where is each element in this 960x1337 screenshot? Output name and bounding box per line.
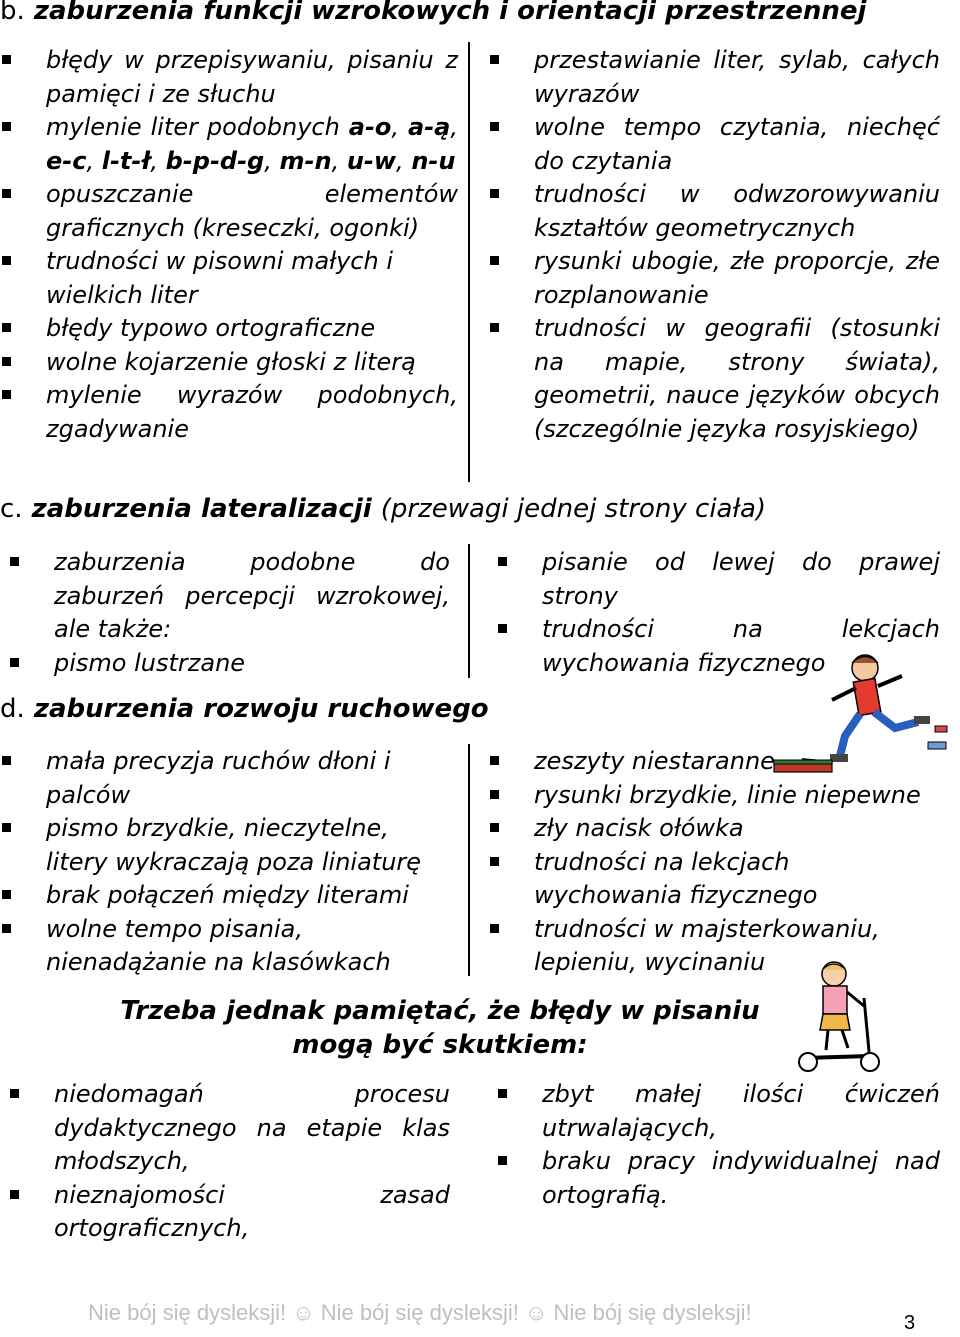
causes-left-list — [54, 1078, 450, 1246]
section-c-letter: c. — [0, 494, 23, 524]
list-item: nieznajomości zasad ortograficznych, — [54, 1179, 450, 1246]
list-item: wolne tempo czytania, niechęć do czytania — [534, 111, 940, 178]
list-item: pismo brzydkie, nieczytelne, litery wykraczają poza liniaturę — [46, 812, 454, 879]
section-d-left-list — [46, 745, 454, 980]
bullet-icon — [2, 357, 11, 366]
bullet-icon — [2, 823, 11, 832]
bullet-icon — [2, 55, 11, 64]
list-item: brak połączeń między literami — [46, 879, 454, 913]
section-c-title: zaburzenia lateralizacji — [31, 494, 372, 524]
bullet-icon — [498, 1089, 507, 1098]
list-item: mylenie wyrazów podobnych, zgadywanie — [46, 379, 458, 446]
list-item: błędy w przepisywaniu, pisaniu z pamięci i ze słuchu — [46, 44, 458, 111]
section-d-right-list — [534, 745, 938, 980]
bullet-icon — [10, 557, 19, 566]
footer-text: Nie bój się dysleksji! ☺ Nie bój się dysleksji! ☺ Nie bój się dysleksji! — [88, 1300, 752, 1325]
bullet-icon — [10, 1089, 19, 1098]
list-item: pisanie od lewej do prawej strony — [542, 546, 940, 613]
list-item: mała precyzja ruchów dłoni i palców — [46, 745, 454, 812]
section-d-letter: d. — [0, 694, 25, 724]
bullet-icon — [490, 924, 499, 933]
list-item: trudności w geografii (stosunki na mapie, strony świata), geometrii, nauce języków obcych (szczególnie języka rosyjskiego) — [534, 312, 940, 446]
list-item: wolne tempo pisania, nienadążanie na klasówkach — [46, 913, 454, 980]
bullet-icon — [2, 189, 11, 198]
section-b-title: zaburzenia funkcji wzrokowych i orientacji przestrzennej — [33, 0, 867, 26]
section-b-left-list — [46, 44, 458, 446]
bullet-icon — [490, 756, 499, 765]
bullet-icon — [490, 857, 499, 866]
bullet-icon — [490, 323, 499, 332]
list-item: zaburzenia podobne do zaburzeń percepcji wzrokowej, ale także: — [54, 546, 450, 647]
bullet-icon — [490, 256, 499, 265]
list-item — [46, 111, 458, 178]
section-c-subtitle: (przewagi jednej strony ciała) — [380, 494, 767, 524]
list-item: zbyt małej ilości ćwiczeń utrwalających, — [542, 1078, 940, 1145]
bullet-icon — [10, 658, 19, 667]
list-item: zeszyty niestaranne — [534, 745, 938, 779]
column-divider — [468, 42, 470, 482]
bullet-icon — [490, 55, 499, 64]
bullet-icon — [2, 256, 11, 265]
list-item: przestawianie liter, sylab, całych wyrazów — [534, 44, 940, 111]
section-c-left-list — [54, 546, 450, 680]
confusable-letters-text: mylenie liter podobnych a-o, a-ą, e-c, l-t-ł, b-p-d-g, m-n, u-w, n-u — [46, 113, 458, 175]
bullet-icon — [490, 189, 499, 198]
list-item: opuszczanie elementów graficznych (kreseczki, ogonki) — [46, 178, 458, 245]
list-item: trudności w pisowni małych i wielkich liter — [46, 245, 458, 312]
bullet-icon — [490, 122, 499, 131]
note-block — [60, 994, 820, 1062]
list-item: niedomagań procesu dydaktycznego na etapie klas młodszych, — [54, 1078, 450, 1179]
page-number: 3 — [904, 1312, 916, 1334]
bullet-icon — [2, 756, 11, 765]
note-line-2: mogą być skutkiem: — [292, 1030, 588, 1060]
bullet-icon — [10, 1190, 19, 1199]
section-d-heading — [0, 694, 489, 724]
section-d-title: zaburzenia rozwoju ruchowego — [33, 694, 489, 724]
list-item: rysunki ubogie, złe proporcje, złe rozplanowanie — [534, 245, 940, 312]
bullet-icon — [2, 122, 11, 131]
bullet-icon — [2, 924, 11, 933]
list-item: rysunki brzydkie, linie niepewne — [534, 779, 938, 813]
list-item: trudności na lekcjach wychowania fizycznego — [542, 613, 940, 680]
bullet-icon — [490, 790, 499, 799]
note-line-1: Trzeba jednak pamiętać, że błędy w pisaniu — [120, 996, 760, 1026]
bullet-icon — [498, 557, 507, 566]
section-c-heading — [0, 494, 766, 524]
list-item: pismo lustrzane — [54, 647, 450, 681]
list-item: trudności w majsterkowaniu, lepieniu, wycinaniu — [534, 913, 938, 980]
section-b-letter: b. — [0, 0, 25, 26]
bullet-icon — [490, 823, 499, 832]
list-item: braku pracy indywidualnej nad ortografią. — [542, 1145, 940, 1212]
list-item: błędy typowo ortograficzne — [46, 312, 458, 346]
section-b-right-list — [534, 44, 940, 446]
bullet-icon — [2, 323, 11, 332]
bullet-icon — [2, 390, 11, 399]
section-b-heading — [0, 0, 866, 26]
column-divider — [468, 744, 470, 976]
list-item: trudności na lekcjach wychowania fizycznego — [534, 846, 938, 913]
bullet-icon — [498, 624, 507, 633]
bullet-icon — [498, 1156, 507, 1165]
causes-right-list — [542, 1078, 940, 1212]
list-item: zły nacisk ołówka — [534, 812, 938, 846]
list-item: wolne kojarzenie głoski z literą — [46, 346, 458, 380]
column-divider — [468, 544, 470, 678]
list-item: trudności w odwzorowywaniu kształtów geometrycznych — [534, 178, 940, 245]
bullet-icon — [2, 890, 11, 899]
